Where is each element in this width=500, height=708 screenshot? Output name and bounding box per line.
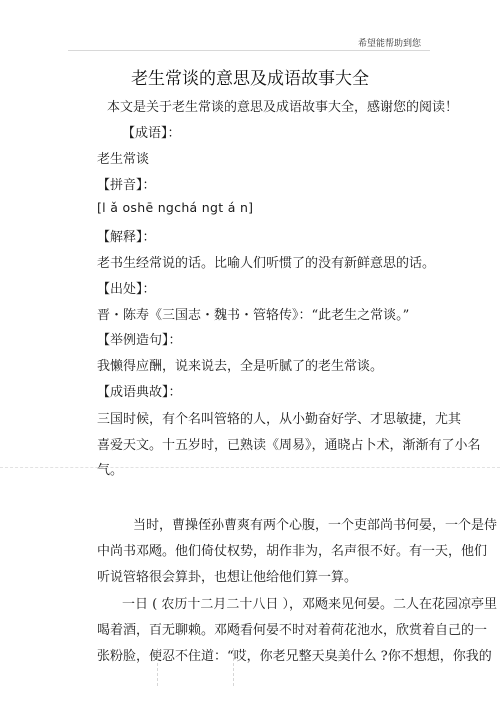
story-line: 张粉脸，便忍不住道：“哎，你老兄整天臭美什么 ?你不想想，你我的 [97, 649, 492, 664]
example-label: 【举例造句】： [97, 333, 182, 348]
meaning-value: 老书生经常说的话。比喻人们听惯了的没有新鲜意思的话。 [97, 256, 436, 271]
header-divider [68, 50, 430, 51]
example-value: 我懒得应酬，说来说去，全是听腻了的老生常谈。 [97, 359, 384, 374]
story-line: 喜爱天文。十五岁时，已熟读《周易》，通晓占卜术，渐渐有了小名 [97, 438, 481, 453]
margin-mark-left [157, 648, 158, 686]
source-label: 【出处】： [97, 282, 156, 297]
idiom-value: 老生常谈 [97, 152, 150, 167]
story-line: 气。 [97, 463, 124, 478]
document-title: 老生常谈的意思及成语故事大全 [131, 69, 369, 89]
story-line: 三国时候，有个名叫管辂的人，从小勤奋好学、才思敏捷，尤其 [97, 412, 462, 427]
pinyin-value: [l ǎ oshē ngchá ngt á n] [97, 200, 254, 215]
source-value: 晋・陈寿《三国志・魏书・管辂传》：“此老生之常谈。” [97, 308, 410, 323]
story-line: 当时，曹操侄孙曹爽有两个心腹，一个吏部尚书何晏，一个是侍 [133, 518, 498, 533]
intro-text: 本文是关于老生常谈的意思及成语故事大全，感谢您的阅读！ [107, 100, 459, 115]
margin-mark-right [233, 648, 234, 686]
pinyin-label: 【拼音】： [97, 178, 156, 193]
story-line: 中尚书邓飏。他们倚仗权势，胡作非为，名声很不好。有一天，他们 [97, 544, 488, 559]
story-line: 喝着酒，百无聊赖。邓飏看何晏不时对着荷花池水，欣赏着自己的一 [97, 623, 488, 638]
page-break-line [0, 467, 500, 468]
story-line: 一日 ( 农历十二月二十八日 ），邓飏来见何晏。二人在花园凉亭里 [122, 597, 497, 612]
header-note: 希望能帮助到您 [358, 39, 422, 49]
idiom-label: 【成语】： [122, 126, 181, 141]
meaning-label: 【解释】： [97, 230, 156, 245]
story-line: 听说管辂很会算卦，也想让他给他们算一算。 [97, 570, 358, 585]
story-label: 【成语典故】： [97, 385, 182, 400]
